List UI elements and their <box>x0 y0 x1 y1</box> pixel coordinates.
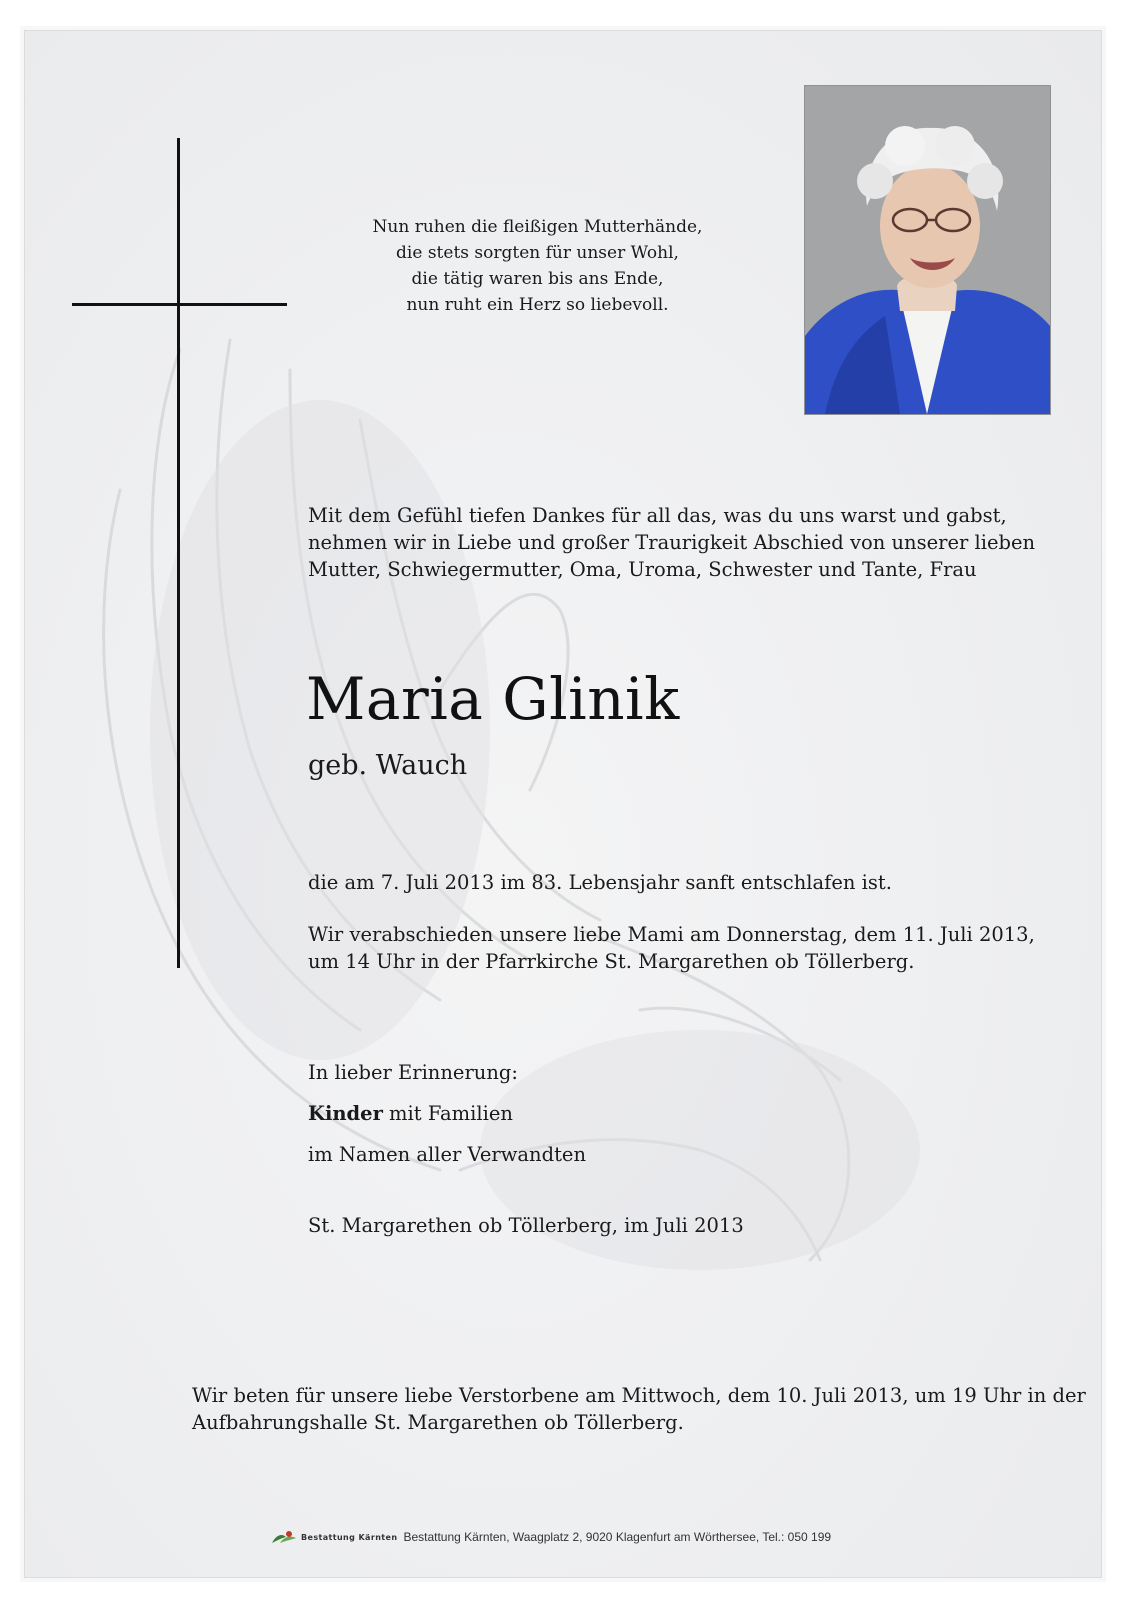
prayer-notice <box>192 1382 1086 1436</box>
memory-relatives: im Namen aller Verwandten <box>308 1143 587 1166</box>
funeral-home-contact: Bestattung Kärnten, Waagplatz 2, 9020 Klagenfurt am Wörthersee, Tel.: 050 199 <box>403 1530 832 1544</box>
logo-text: Bestattung Kärnten <box>301 1532 398 1542</box>
death-notice: die am 7. Juli 2013 im 83. Lebensjahr sanft entschlafen ist. <box>308 871 892 894</box>
intro-text <box>308 502 1036 583</box>
poem-line: die stets sorgten für unser Wohl, <box>396 243 679 263</box>
prayer-line: Wir beten für unsere liebe Verstorbene am Mittwoch, dem 10. Juli 2013, um 19 Uhr in der <box>192 1384 1086 1407</box>
funeral-details <box>308 921 1035 975</box>
deceased-name: Maria Glinik <box>306 665 680 733</box>
logo-leaf-icon <box>270 1529 298 1545</box>
birth-name: geb. Wauch <box>308 750 468 781</box>
memorial-poem <box>345 214 730 318</box>
memory-children <box>308 1093 586 1134</box>
intro-line: Mutter, Schwiegermutter, Oma, Uroma, Schwester und Tante, Frau <box>308 558 977 581</box>
cross-vertical-bar <box>177 138 180 968</box>
funeral-line: Wir verabschieden unsere liebe Mami am Donnerstag, dem 11. Juli 2013, <box>308 923 1035 946</box>
memory-heading: In lieber Erinnerung: <box>308 1061 518 1084</box>
intro-line: Mit dem Gefühl tiefen Dankes für all das, was du uns warst und gabst, <box>308 504 1007 527</box>
children-label: Kinder <box>308 1102 383 1125</box>
poem-line: nun ruht ein Herz so liebevoll. <box>406 295 669 315</box>
cross-horizontal-bar <box>72 303 287 306</box>
funeral-line: um 14 Uhr in der Pfarrkirche St. Margarethen ob Töllerberg. <box>308 950 915 973</box>
memory-signature <box>308 1052 586 1175</box>
portrait-photo <box>804 85 1051 415</box>
poem-line: Nun ruhen die fleißigen Mutterhände, <box>372 217 703 237</box>
children-rest: mit Familien <box>382 1102 513 1125</box>
prayer-line: Aufbahrungshalle St. Margarethen ob Töllerberg. <box>192 1411 684 1434</box>
funeral-home-logo <box>270 1529 397 1545</box>
place-and-date: St. Margarethen ob Töllerberg, im Juli 2013 <box>308 1214 744 1237</box>
poem-line: die tätig waren bis ans Ende, <box>411 269 664 289</box>
intro-line: nehmen wir in Liebe und großer Traurigkeit Abschied von unserer lieben <box>308 531 1036 554</box>
footer <box>270 1524 831 1550</box>
